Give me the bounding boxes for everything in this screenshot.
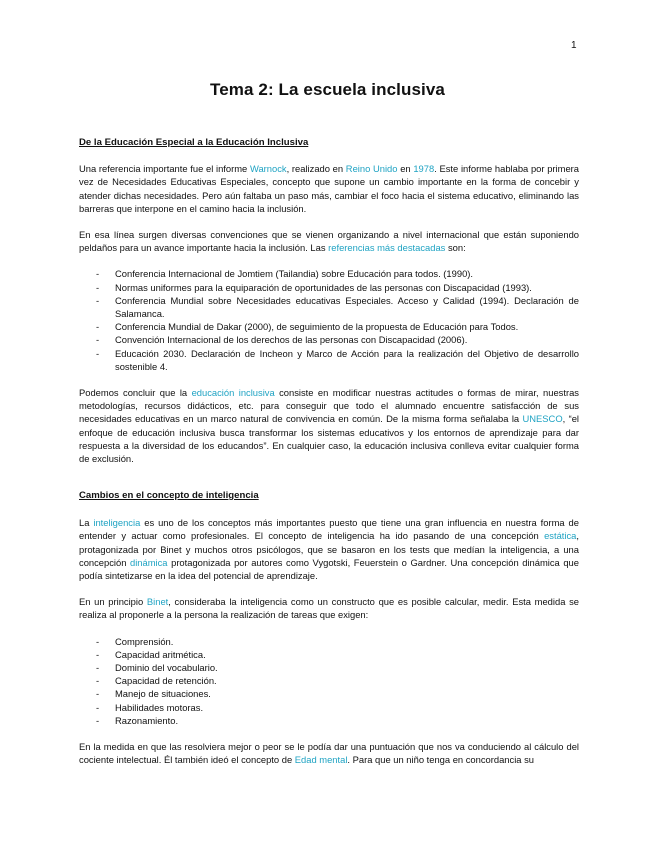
list-item: - Conferencia Mundial sobre Necesidades educativas Especiales. Acceso y Calidad (1994). Declaración de Salamanca.	[79, 294, 579, 320]
section-heading: De la Educación Especial a la Educación Inclusiva	[79, 137, 309, 148]
highlight-term: estática	[544, 530, 577, 542]
text: es uno de los conceptos más importantes puesto que tiene una gran influencia en nuestra forma de entender y actuar como profesionales. El concepto de inteligencia ha ido pasando de una concepción	[79, 517, 579, 542]
list-item: - Comprensión.	[79, 635, 579, 648]
list-item: - Habilidades motoras.	[79, 701, 579, 714]
highlight-term: Warnock	[249, 163, 287, 175]
tasks-list	[79, 635, 579, 727]
text: En un principio	[79, 596, 147, 608]
text: protagonizada por autores como Vygotski, Feuerstein o Gardner. Una concepción dinámica que podía sintetizarse en la idea del potencial de aprendizaje.	[79, 556, 579, 582]
text: son:	[445, 242, 466, 254]
highlight-term: dinámica	[130, 556, 168, 568]
text: , protagonizada por Binet y muchos otros psicólogos, que se basaron en los tests que medían la inteligencia, a una concepción	[79, 530, 579, 568]
list-item: - Razonamiento.	[79, 714, 579, 727]
page-number: 1	[571, 40, 577, 51]
text: , “el enfoque de educación inclusiva busca transformar los sistemas educativos y los entornos de aprendizaje para dar respuesta a la diversidad de los educandos”. En cualquier caso, la educación inclusiva conlleva evitar cualquier forma de exclusión.	[79, 413, 579, 465]
text: En esa línea surgen diversas convenciones que se vienen organizando a nivel internacional que están suponiendo peldaños para un avance importante hacia la inclusión. Las	[79, 229, 579, 254]
list-item: - Convención Internacional de los derechos de las personas con Discapacidad (2006).	[79, 333, 579, 346]
text: En la medida en que las resolviera mejor o peor se le podía dar una puntuación que nos va conduciendo al cálculo del cociente intelectual. Él también ideó el concepto de	[79, 741, 579, 766]
text: . Este informe hablaba por primera vez de Necesidades Educativas Especiales, concepto que supone un cambio importante en la forma de concebir y atender dichas necesidades. Pero aún faltaba un paso más, cambiar el foco hacia el sistema educativo, eliminando las barreras que interpone en el camino hacia la inclusión.	[79, 163, 579, 214]
paragraph-binet	[79, 595, 579, 621]
list-item: - Normas uniformes para la equiparación de oportunidades de las personas con Discapacidad (1993).	[79, 281, 579, 294]
conventions-list	[79, 267, 579, 373]
text: consiste en modificar nuestras actitudes o formas de mirar, nuestras metodologías, recursos didácticos, etc. para conseguir que todo el alumnado encuentre satisfacción de sus necesidades educativas en un marco natural de convivencia en común. De la misma forma señalaba la	[79, 387, 579, 425]
highlight-term: inteligencia	[93, 517, 141, 529]
highlight-term: Binet	[146, 596, 169, 608]
list-item: - Conferencia Mundial de Dakar (2000), de seguimiento de la propuesta de Educación para Todos.	[79, 320, 579, 333]
section-heading: Cambios en el concepto de inteligencia	[79, 490, 259, 501]
paragraph-conclusion	[79, 386, 579, 465]
list-item: - Manejo de situaciones.	[79, 687, 579, 700]
text: , realizado en	[286, 163, 346, 175]
highlight-term: UNESCO	[522, 413, 563, 425]
paragraph-warnock	[79, 162, 579, 215]
text: . Para que un niño tenga en concordancia su	[347, 754, 534, 766]
paragraph-intelligence	[79, 516, 579, 582]
paragraph-mental-age	[79, 740, 579, 766]
text: La	[79, 517, 94, 529]
section-intelligence	[79, 489, 579, 766]
page-title: Tema 2: La escuela inclusiva	[210, 80, 445, 99]
list-item: - Conferencia Internacional de Jomtiem (Tailandia) sobre Educación para todos. (1990).	[79, 267, 579, 280]
highlight-term: Edad mental	[294, 754, 348, 766]
list-item: - Dominio del vocabulario.	[79, 661, 579, 674]
highlight-term: 1978	[413, 163, 435, 175]
text: Una referencia importante fue el informe	[79, 163, 250, 175]
list-item: - Capacidad de retención.	[79, 674, 579, 687]
list-item: - Capacidad aritmética.	[79, 648, 579, 661]
section-inclusive-education	[79, 136, 579, 465]
highlight-term: educación inclusiva	[191, 387, 275, 399]
text: Podemos concluir que la	[79, 387, 192, 399]
highlight-term: referencias más destacadas	[328, 242, 446, 254]
text: en	[397, 163, 414, 175]
paragraph-conventions	[79, 228, 579, 254]
list-item: - Educación 2030. Declaración de Incheon y Marco de Acción para la realización del Objetivo de desarrollo sostenible 4.	[79, 347, 579, 373]
text: , consideraba la inteligencia como un constructo que es posible calcular, medir. Esta medida se realiza al proponerle a la persona la realización de tareas que exigen:	[79, 596, 579, 621]
highlight-term: Reino Unido	[345, 163, 398, 175]
